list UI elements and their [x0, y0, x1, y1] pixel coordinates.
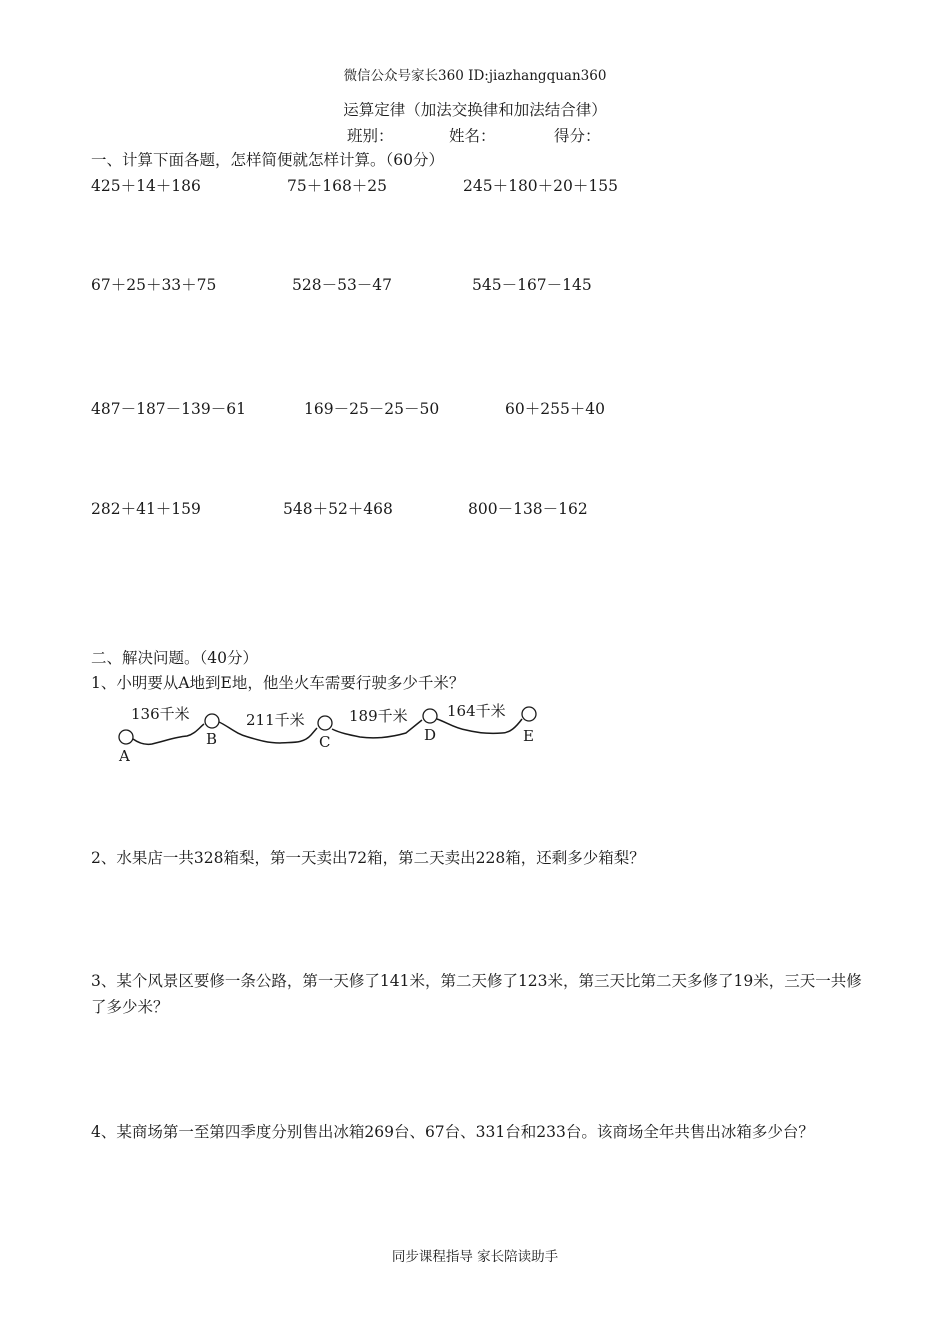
point-c-circle	[318, 716, 332, 730]
expression-4-3: 800－138－162	[468, 500, 588, 518]
expression-2-3: 545－167－145	[472, 276, 592, 294]
point-d-label: D	[424, 726, 437, 744]
point-a-circle	[119, 730, 133, 744]
point-c-label: C	[319, 733, 331, 751]
name-label: 姓名：	[449, 127, 496, 145]
page-title: 运算定律（加法交换律和加法结合律）	[343, 101, 607, 119]
footer-text: 同步课程指导 家长陪读助手	[391, 1249, 559, 1265]
expression-3-3: 60＋255＋40	[505, 400, 606, 418]
expression-2-1: 67＋25＋33＋75	[91, 276, 217, 294]
question-1: 1、小明要从A地到E地，他坐火车需要行驶多少千米？	[91, 674, 465, 692]
point-b-label: B	[206, 730, 218, 748]
expression-4-2: 548＋52＋468	[283, 500, 393, 518]
question-3: 3、某个风景区要修一条公路，第一天修了141米，第二天修了123米，第三天比第二天多修了19米，三天一共修了多少米？	[91, 972, 862, 1016]
question-2: 2、水果店一共328箱梨，第一天卖出72箱，第二天卖出228箱，还剩多少箱梨？	[91, 849, 645, 867]
expression-3-1: 487－187－139－61	[91, 400, 246, 418]
score-label: 得分：	[554, 127, 601, 145]
point-e-circle	[522, 707, 536, 721]
section2-heading: 二、解决问题。（40分）	[91, 649, 258, 667]
point-e-label: E	[523, 727, 534, 745]
expression-3-2: 169－25－25－50	[304, 400, 440, 418]
section1-heading: 一、计算下面各题，怎样简便就怎样计算。（60分）	[91, 151, 444, 169]
point-b-circle	[205, 714, 219, 728]
expression-4-1: 282＋41＋159	[91, 500, 201, 518]
distance-de-label: 164千米	[447, 702, 506, 720]
expression-1-1: 425＋14＋186	[91, 177, 201, 195]
watermark-header: 微信公众号家长360 ID:jiazhangquan360	[343, 68, 607, 84]
distance-ab-label: 136千米	[131, 705, 190, 723]
question-4: 4、某商场第一至第四季度分别售出冰箱269台、67台、331台和233台。该商场全年共售出冰箱多少台？	[91, 1123, 814, 1141]
expression-2-2: 528－53－47	[292, 276, 393, 294]
distance-cd-label: 189千米	[349, 707, 408, 725]
point-a-label: A	[119, 747, 130, 765]
distance-bc-label: 211千米	[246, 711, 305, 729]
point-d-circle	[423, 709, 437, 723]
expression-1-2: 75＋168＋25	[287, 177, 388, 195]
expression-1-3: 245＋180＋20＋155	[463, 177, 618, 195]
class-label: 班别：	[347, 127, 394, 145]
